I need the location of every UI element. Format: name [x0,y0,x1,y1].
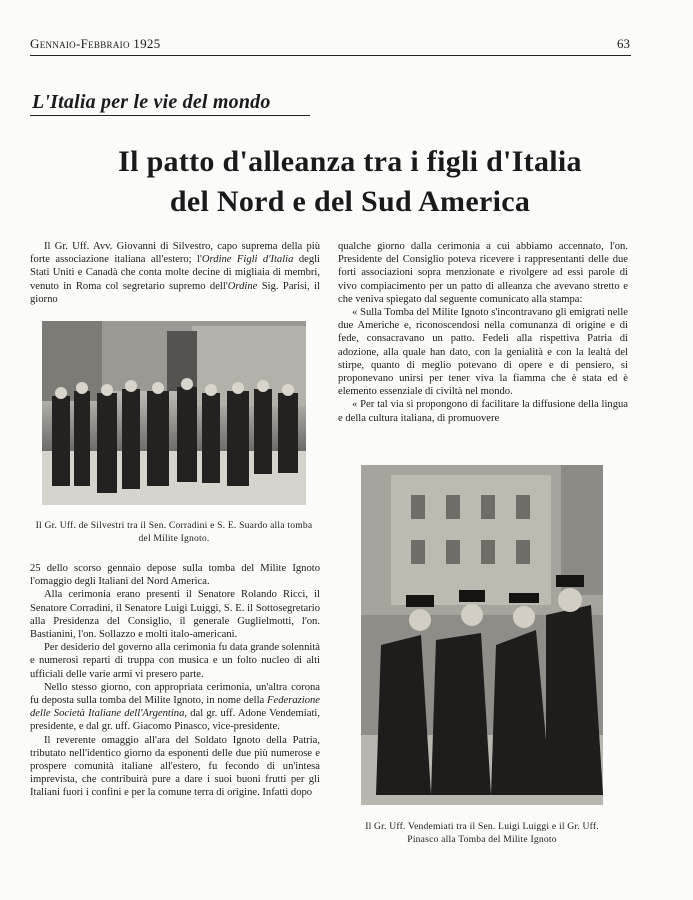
text-span: , dal gr. uff. Adone Vendemiati, presidente, e dal gr. uff. Giacomo Pinasco, vice-presidente. [30,708,320,733]
federation-name: Federazione delle Società Italiane dell'Argentina [30,695,320,720]
article-title-line2: del Nord e del Sud America [169,185,531,218]
order-ref: Ordine [227,280,258,292]
running-header [30,36,630,54]
text-span: Nello stesso giorno, con appropriata cerimonia, un'altra corona fu deposta sulla tomba del Milite Ignoto, in nome della [30,681,320,707]
paragraph: 25 dello scorso gennaio depose sulla tomba del Milite Ignoto l'omaggio degli Italiani del Nord America. [30,563,320,588]
section-rule [30,115,310,116]
tomb-photo [361,465,603,805]
order-name: Ordine Figli d'Italia [201,254,294,266]
paragraph: Il reverente omaggio all'ara del Soldato Ignoto della Patria, tributato nell'identico giorno da esponenti delle due più numerose e prospere comunità italiane all'estero, fu fecondo di un'intesa imprevista, che contribuirà pure a dare i suoi buoni frutti per gli Italiani fuori i confini e per la comune terra di origine. Infatti dopo [30,734,320,799]
ceremony-photo [42,321,306,505]
paragraph [30,681,320,734]
paragraph: Alla cerimonia erano presenti il Senatore Rolando Ricci, il Senatore Corradini, il Senatore Luigi Luiggi, S. E. il Sottosegretario alla Presidenza del Consiglio, il generale Guglielmotti, l'on. Bastianini, l'on. Sollazzo e molti italo-americani. [30,589,320,641]
text-span: Sig. Parisi, il giorno [30,280,320,305]
photo2-caption: Il Gr. Uff. Vendemiati tra il Sen. Luigi Luiggi e il Gr. Uff. Pinasco alla Tomba del Milite Ignoto [365,821,599,845]
section-heading: L'Italia per le vie del mondo [32,91,271,113]
left-column-intro [30,240,320,322]
paragraph: « Sulla Tomba del Milite Ignoto s'incontravano gli emigrati nelle due Americhe e, riconoscendosi nella comunanza di origine e di fede, consacravano un patto. Fedeli alla rispettiva Patria di adozione, alla quale han dato, con la genialità e con la lealtà del stirpe, quanto di meglio potevano di opere e di pensiero, si proponevano unirsi per tener viva la fiamma che è stata ed è elemento essenziale di civiltà nel mondo. [338,307,628,398]
paragraph: qualche giorno dalla cerimonia a cui abbiamo accennato, l'on. Presidente del Consiglio poteva ricevere i rappresentanti delle due forti associazioni sopra menzionate e rivolgere ad essi parole di vivo compiacimento per un patto di alleanza che avevano stretto e che veniva spiegato dal seguente comunicato alla stampa: [338,241,628,305]
running-title: Gennaio-Febbraio 1925 [30,36,161,51]
text-span: degli Stati Uniti e Canadà che conta molte decine di migliaia di membri, venuto in Roma col segretario supremo dell' [30,254,321,292]
photo1-caption: Il Gr. Uff. de Silvestri tra il Sen. Corradini e S. E. Suardo alla tomba del Milite Ignoto. [35,520,313,544]
page-number: 63 [617,36,630,51]
header-rule [30,55,631,56]
article-title-line1: Il patto d'alleanza tra i figli d'Italia [118,145,582,178]
paragraph: Per desiderio del governo alla cerimonia fu data grande solennità e numerosi reparti di truppa con musica e un folto nucleo di alti ufficiali delle varie armi vi presero parte. [30,642,320,680]
tomb-photo-image [361,465,603,805]
ceremony-photo-image [42,321,306,505]
right-column-body [338,240,628,450]
paragraph: « Per tal via si propongono di facilitare la diffusione della lingua e della cultura italiana, di promuovere [338,399,628,424]
left-column-body [30,562,320,847]
intro-paragraph [30,240,320,306]
text-span: Il Gr. Uff. Avv. Giovanni di Silvestro, capo suprema della più forte associazione italiana all'estero; l' [30,241,320,266]
